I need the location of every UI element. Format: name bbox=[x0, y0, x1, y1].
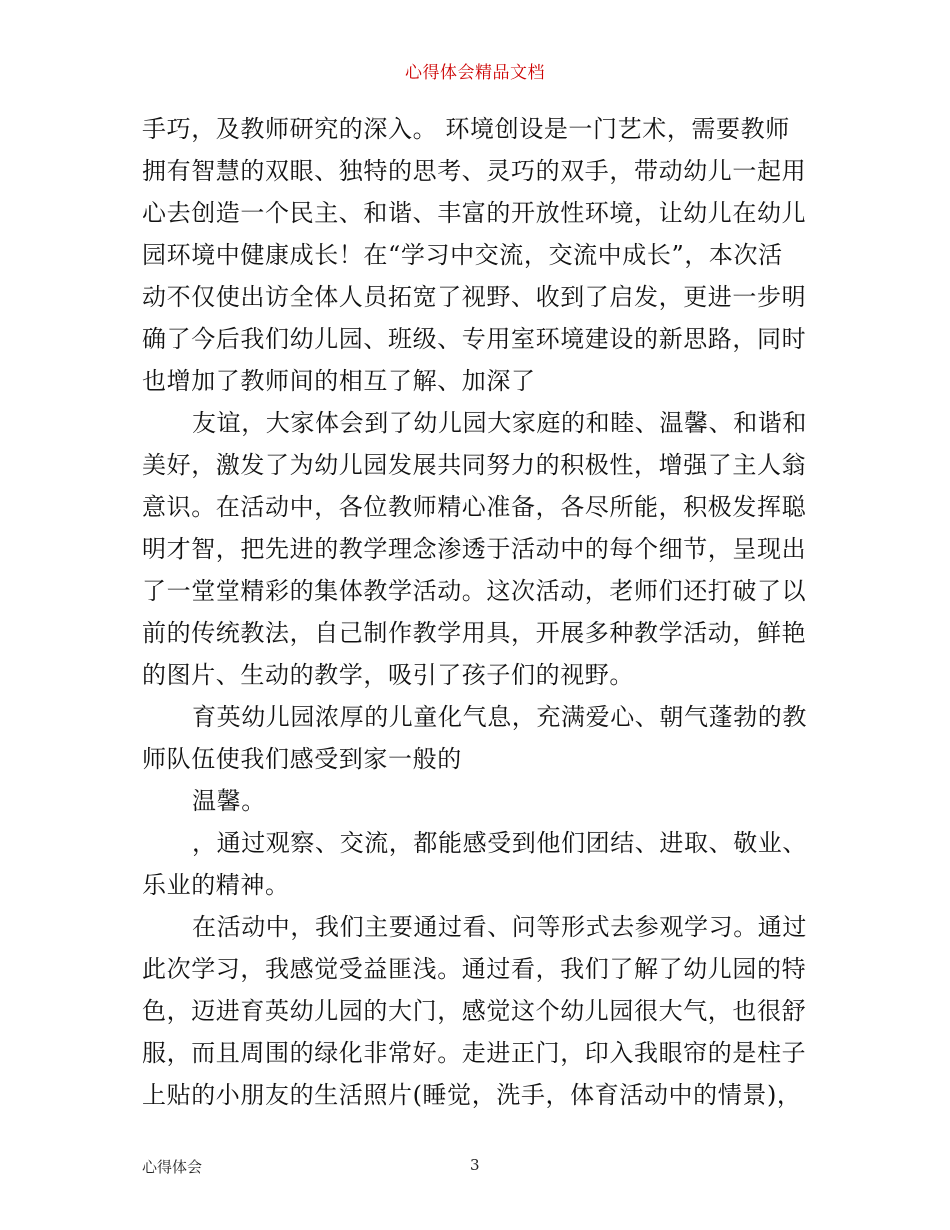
page-number: 3 bbox=[470, 1156, 480, 1174]
body-line: 心去创造一个民主、和谐、丰富的开放性环境，让幼儿在幼儿 bbox=[142, 199, 807, 227]
body-line: 友谊，大家体会到了幼儿园大家庭的和睦、温馨、和谐和 bbox=[192, 409, 807, 437]
document-body bbox=[142, 108, 814, 1116]
body-line: 动不仅使出访全体人员拓宽了视野、收到了启发，更进一步明 bbox=[142, 283, 807, 311]
body-line: 育英幼儿园浓厚的儿童化气息，充满爱心、朝气蓬勃的教 bbox=[192, 703, 807, 731]
page-header-title: 心得体会精品文档 bbox=[405, 63, 545, 83]
body-line: 在活动中，我们主要通过看、问等形式去参观学习。通过 bbox=[192, 913, 807, 941]
body-line: 师队伍使我们感受到家一般的 bbox=[142, 745, 462, 773]
body-line: 确了今后我们幼儿园、班级、专用室环境建设的新思路，同时 bbox=[142, 325, 807, 353]
body-line: 上贴的小朋友的生活照片(睡觉，洗手，体育活动中的情景)， bbox=[142, 1081, 802, 1109]
body-line: 色，迈进育英幼儿园的大门，感觉这个幼儿园很大气，也很舒 bbox=[142, 997, 807, 1025]
body-line: 园环境中健康成长！在“学习中交流，交流中成长”，本次活 bbox=[142, 241, 783, 269]
body-line: 了一堂堂精彩的集体教学活动。这次活动，老师们还打破了以 bbox=[142, 577, 807, 605]
body-line: 拥有智慧的双眼、独特的思考、灵巧的双手，带动幼儿一起用 bbox=[142, 157, 807, 185]
body-line: 美好，激发了为幼儿园发展共同努力的积极性，增强了主人翁 bbox=[142, 451, 807, 479]
body-line: 的图片、生动的教学，吸引了孩子们的视野。 bbox=[142, 661, 634, 689]
body-line: ，通过观察、交流，都能感受到他们团结、进取、敬业、 bbox=[192, 829, 807, 857]
body-line: 意识。在活动中，各位教师精心准备，各尽所能，积极发挥聪 bbox=[142, 493, 807, 521]
body-line: 手巧，及教师研究的深入。 环境创设是一门艺术，需要教师 bbox=[142, 115, 790, 143]
body-line: 前的传统教法，自己制作教学用具，开展多种教学活动，鲜艳 bbox=[142, 619, 807, 647]
body-line: 服，而且周围的绿化非常好。走进正门，印入我眼帘的是柱子 bbox=[142, 1039, 807, 1067]
body-line: 也增加了教师间的相互了解、加深了 bbox=[142, 367, 536, 395]
body-line: 此次学习，我感觉受益匪浅。通过看，我们了解了幼儿园的特 bbox=[142, 955, 807, 983]
body-line: 明才智，把先进的教学理念渗透于活动中的每个细节，呈现出 bbox=[142, 535, 807, 563]
body-line: 乐业的精神。 bbox=[142, 871, 290, 899]
footer-label: 心得体会 bbox=[142, 1158, 203, 1176]
body-line: 温馨。 bbox=[192, 787, 266, 815]
